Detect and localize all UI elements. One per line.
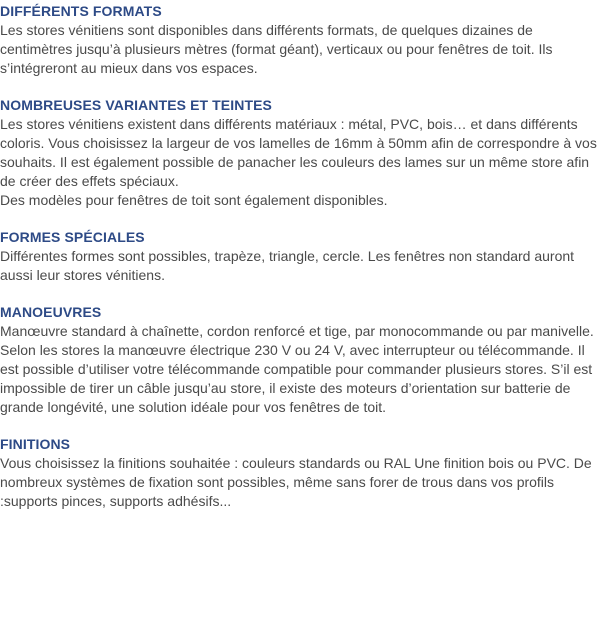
section-heading: NOMBREUSES VARIANTES ET TEINTES — [0, 97, 272, 113]
section-finitions — [0, 435, 598, 511]
section-heading: MANOEUVRES — [0, 304, 102, 320]
section-paragraph: Les stores vénitiens sont disponibles dans différents formats, de quelques dizaines de centimètres jusqu’à plusieurs mètres (format géant), verticaux ou pour fenêtres de toit. Ils s’intégreront au mieux dans vos espaces. — [0, 22, 553, 76]
section-heading: FINITIONS — [0, 436, 71, 452]
section-heading: DIFFÉRENTS FORMATS — [0, 3, 162, 19]
section-formes-speciales — [0, 228, 598, 285]
section-manoeuvres — [0, 303, 598, 417]
section-paragraph: Différentes formes sont possibles, trapèze, triangle, cercle. Les fenêtres non standard auront aussi leur stores vénitiens. — [0, 248, 575, 283]
section-variantes-teintes — [0, 96, 598, 210]
section-paragraph: Manœuvre standard à chaînette, cordon renforcé et tige, par monocommande ou par manivelle. Selon les stores la manœuvre électrique 230 V ou 24 V, avec interrupteur ou télécommande. Il est possible d’utiliser votre télécommande compatible pour commander plusieurs stores. S’il est impossible de tirer un câble jusqu’au store, il existe des moteurs d’orientation sur batterie de grande longévité, une solution idéale pour vos fenêtres de toit. — [0, 323, 594, 415]
section-paragraph: Des modèles pour fenêtres de toit sont également disponibles. — [0, 192, 388, 208]
section-paragraph: Vous choisissez la finitions souhaitée : couleurs standards ou RAL Une finition bois ou PVC. De nombreux systèmes de fixation sont possibles, même sans forer de trous dans vos profils :supports pinces, supports adhésifs... — [0, 455, 592, 509]
section-heading: FORMES SPÉCIALES — [0, 229, 145, 245]
section-differents-formats — [0, 2, 598, 78]
section-paragraph: Les stores vénitiens existent dans différents matériaux : métal, PVC, bois… et dans différents coloris. Vous choisissez la largeur de vos lamelles de 16mm à 50mm afin de correspondre à vos souhaits. Il est également possible de panacher les couleurs des lames sur un même store afin de créer des effets spéciaux. — [0, 116, 597, 189]
